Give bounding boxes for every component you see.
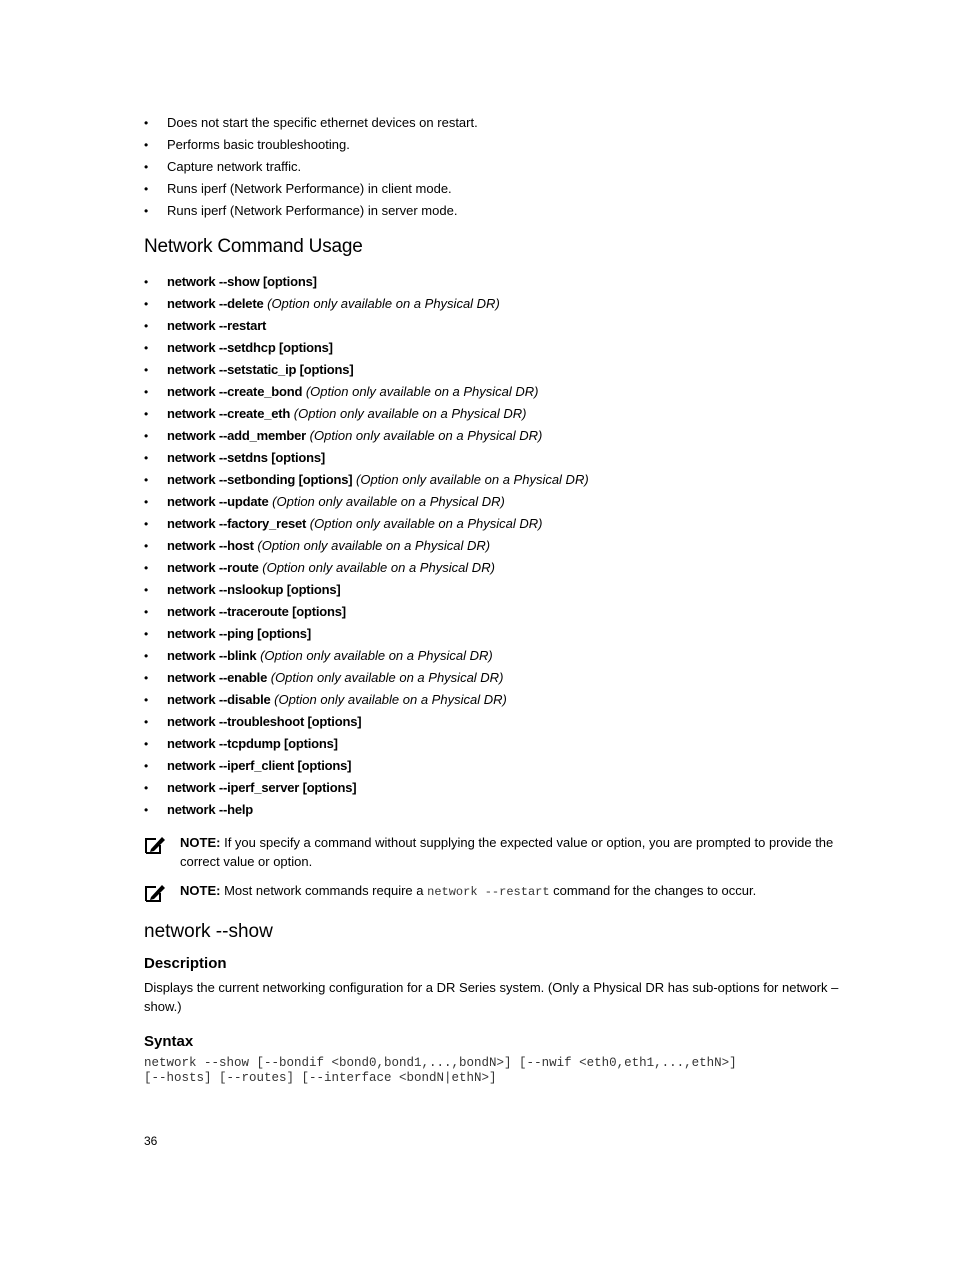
bullet-icon: • <box>144 138 149 152</box>
command-list-item <box>144 777 844 799</box>
intro-bullet-text: Performs basic troubleshooting. <box>167 137 350 152</box>
command-list-item <box>144 359 844 381</box>
command-name: network --iperf_server [options] <box>167 780 357 795</box>
bullet-icon: • <box>144 204 149 218</box>
bullet-icon: • <box>144 627 149 641</box>
command-availability-note: (Option only available on a Physical DR) <box>272 494 505 509</box>
bullet-icon: • <box>144 429 149 443</box>
bullet-icon: • <box>144 363 149 377</box>
command-name: network --setstatic_ip [options] <box>167 362 354 377</box>
command-name: network --tcpdump [options] <box>167 736 338 751</box>
command-name: network --update <box>167 494 269 509</box>
command-list-item <box>144 755 844 777</box>
bullet-icon: • <box>144 517 149 531</box>
command-name: network --nslookup [options] <box>167 582 341 597</box>
command-name: network --add_member <box>167 428 307 443</box>
bullet-icon: • <box>144 693 149 707</box>
bullet-icon: • <box>144 182 149 196</box>
bullet-icon: • <box>144 605 149 619</box>
syntax-block <box>144 1056 844 1086</box>
command-name: network --blink <box>167 648 257 663</box>
command-list-item <box>144 799 844 821</box>
command-list-item <box>144 491 844 513</box>
command-list-item <box>144 293 844 315</box>
bullet-icon: • <box>144 781 149 795</box>
bullet-icon: • <box>144 319 149 333</box>
bullet-icon: • <box>144 451 149 465</box>
bullet-icon: • <box>144 803 149 817</box>
command-availability-note: (Option only available on a Physical DR) <box>262 560 495 575</box>
command-name: network --setdns [options] <box>167 450 326 465</box>
command-availability-note: (Option only available on a Physical DR) <box>305 384 539 399</box>
command-name: network --iperf_client [options] <box>167 758 352 773</box>
bullet-icon: • <box>144 671 149 685</box>
command-name: network --traceroute [options] <box>167 604 346 619</box>
command-list-item <box>144 623 844 645</box>
bullet-icon: • <box>144 473 149 487</box>
bullet-icon: • <box>144 495 149 509</box>
command-list-item <box>144 447 844 469</box>
command-list-item <box>144 315 844 337</box>
command-list-item <box>144 645 844 667</box>
command-name: network --host <box>167 538 254 553</box>
command-name: network --show [options] <box>167 274 317 289</box>
command-name: network --delete <box>167 296 264 311</box>
note-pencil-icon <box>144 835 166 855</box>
bullet-icon: • <box>144 539 149 553</box>
command-availability-note: (Option only available on a Physical DR) <box>274 692 507 707</box>
command-list-item <box>144 337 844 359</box>
command-list-item <box>144 689 844 711</box>
bullet-icon: • <box>144 407 149 421</box>
bullet-icon: • <box>144 341 149 355</box>
bullet-icon: • <box>144 649 149 663</box>
intro-bullet-list <box>144 112 844 222</box>
command-availability-note: (Option only available on a Physical DR) <box>270 670 504 685</box>
document-page <box>144 112 844 1086</box>
command-list-item <box>144 711 844 733</box>
command-list-item <box>144 557 844 579</box>
note-pencil-icon <box>144 883 166 903</box>
command-name: network --restart <box>167 318 267 333</box>
bullet-icon: • <box>144 715 149 729</box>
bullet-icon: • <box>144 583 149 597</box>
intro-bullet-item <box>144 178 844 200</box>
syntax-line-1: network --show [--bondif <bond0,bond1,...,bondN>] [--nwif <eth0,eth1,...,ethN>] <box>144 1056 737 1070</box>
bullet-icon: • <box>144 385 149 399</box>
command-list-item <box>144 403 844 425</box>
network-show-heading: network --show <box>144 921 273 942</box>
intro-bullet-text: Capture network traffic. <box>167 159 302 174</box>
command-list-item <box>144 601 844 623</box>
command-name: network --help <box>167 802 254 817</box>
note-2-code: network --restart <box>427 885 550 899</box>
command-list-item <box>144 513 844 535</box>
command-list-item <box>144 469 844 491</box>
note-label: NOTE: <box>180 835 221 850</box>
page-number: 36 <box>144 1134 158 1148</box>
usage-heading: Network Command Usage <box>144 236 363 257</box>
note-label: NOTE: <box>180 883 221 898</box>
note-1 <box>144 833 844 871</box>
command-name: network --troubleshoot [options] <box>167 714 362 729</box>
bullet-icon: • <box>144 737 149 751</box>
command-name: network --route <box>167 560 259 575</box>
syntax-heading: Syntax <box>144 1033 194 1050</box>
bullet-icon: • <box>144 275 149 289</box>
intro-bullet-item <box>144 112 844 134</box>
note-2-text-before: Most network commands require a <box>224 883 424 898</box>
command-name: network --ping [options] <box>167 626 311 641</box>
bullet-icon: • <box>144 160 149 174</box>
command-name: network --disable <box>167 692 271 707</box>
syntax-line-2: [--hosts] [--routes] [--interface <bondN|ethN>] <box>144 1071 497 1085</box>
command-list-item <box>144 381 844 403</box>
description-text: Displays the current networking configuration for a DR Series system. (Only a Physical DR has sub-options for network –show.) <box>144 980 839 1014</box>
command-list-item <box>144 535 844 557</box>
intro-bullet-text: Runs iperf (Network Performance) in client mode. <box>167 181 452 196</box>
command-name: network --enable <box>167 670 268 685</box>
intro-bullet-item <box>144 156 844 178</box>
command-list-item <box>144 579 844 601</box>
command-list-item <box>144 425 844 447</box>
command-availability-note: (Option only available on a Physical DR) <box>309 428 543 443</box>
command-availability-note: (Option only available on a Physical DR) <box>293 406 527 421</box>
command-name: network --create_eth <box>167 406 291 421</box>
command-name: network --setbonding [options] <box>167 472 353 487</box>
intro-bullet-text: Runs iperf (Network Performance) in server mode. <box>167 203 458 218</box>
command-list-item <box>144 733 844 755</box>
intro-bullet-item <box>144 200 844 222</box>
command-availability-note: (Option only available on a Physical DR) <box>309 516 543 531</box>
intro-bullet-item <box>144 134 844 156</box>
command-list-item <box>144 667 844 689</box>
bullet-icon: • <box>144 561 149 575</box>
command-name: network --setdhcp [options] <box>167 340 333 355</box>
intro-bullet-text: Does not start the specific ethernet devices on restart. <box>167 115 478 130</box>
bullet-icon: • <box>144 116 149 130</box>
bullet-icon: • <box>144 297 149 311</box>
bullet-icon: • <box>144 759 149 773</box>
command-availability-note: (Option only available on a Physical DR) <box>260 648 493 663</box>
note-2-text-after: command for the changes to occur. <box>553 883 757 898</box>
command-availability-note: (Option only available on a Physical DR) <box>356 472 589 487</box>
command-availability-note: (Option only available on a Physical DR) <box>267 296 500 311</box>
note-1-text: If you specify a command without supplying the expected value or option, you are prompted to provide the correct value or option. <box>180 835 834 869</box>
note-2 <box>144 881 844 902</box>
command-availability-note: (Option only available on a Physical DR) <box>257 538 491 553</box>
usage-command-list <box>144 271 844 821</box>
command-name: network --create_bond <box>167 384 303 399</box>
command-list-item <box>144 271 844 293</box>
description-heading: Description <box>144 955 227 972</box>
command-name: network --factory_reset <box>167 516 307 531</box>
